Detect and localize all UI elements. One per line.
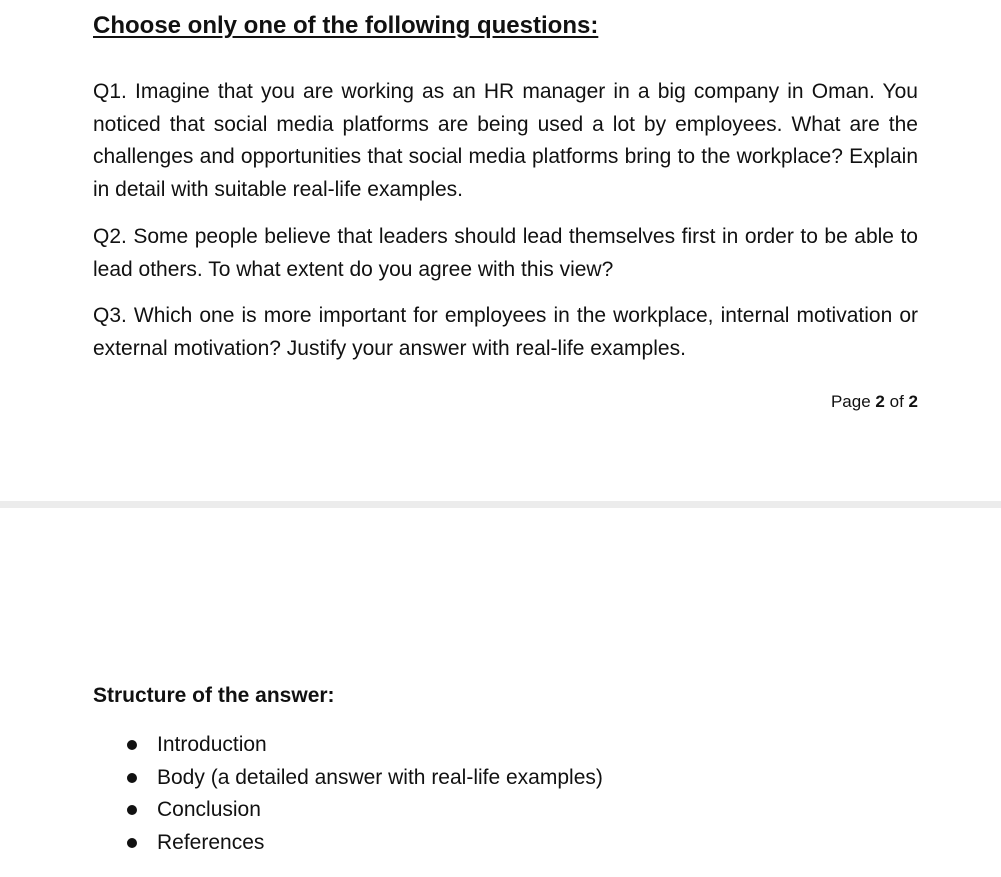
bullet-icon: [127, 838, 137, 848]
list-item: [125, 729, 603, 762]
document-page-bottom: [0, 508, 1001, 877]
question-1: Q1. Imagine that you are working as an HR manager in a big company in Oman. You noticed that social media platforms are being used a lot by employees. What are the challenges and opportunities that social media platforms bring to the workplace? Explain in detail with suitable real-life examples.: [93, 80, 918, 201]
bullet-icon: [127, 773, 137, 783]
list-item: [125, 762, 603, 795]
list-item-label: Introduction: [157, 733, 267, 756]
bullet-icon: [127, 805, 137, 815]
structure-heading: Structure of the answer:: [93, 684, 335, 707]
question-2: Q2. Some people believe that leaders should lead themselves first in order to be able to lead others. To what extent do you agree with this view?: [93, 225, 918, 281]
list-item-label: Conclusion: [157, 798, 261, 821]
structure-list: [125, 729, 603, 859]
list-item: [125, 827, 603, 860]
list-item: [125, 794, 603, 827]
list-item-label: Body (a detailed answer with real-life examples): [157, 765, 603, 789]
page-number-total: 2: [908, 392, 918, 411]
page-number-separator: of: [889, 392, 904, 411]
question-3: Q3. Which one is more important for employees in the workplace, internal motivation or external motivation? Justify your answer with real-life examples.: [93, 304, 918, 360]
page-number-current: 2: [875, 392, 885, 411]
page-number-prefix: Page: [830, 392, 871, 411]
page-break: [0, 501, 1001, 508]
bullet-icon: [127, 740, 137, 750]
questions-heading: Choose only one of the following questions:: [93, 12, 599, 39]
page-number: [831, 392, 918, 412]
list-item-label: References: [157, 830, 265, 854]
